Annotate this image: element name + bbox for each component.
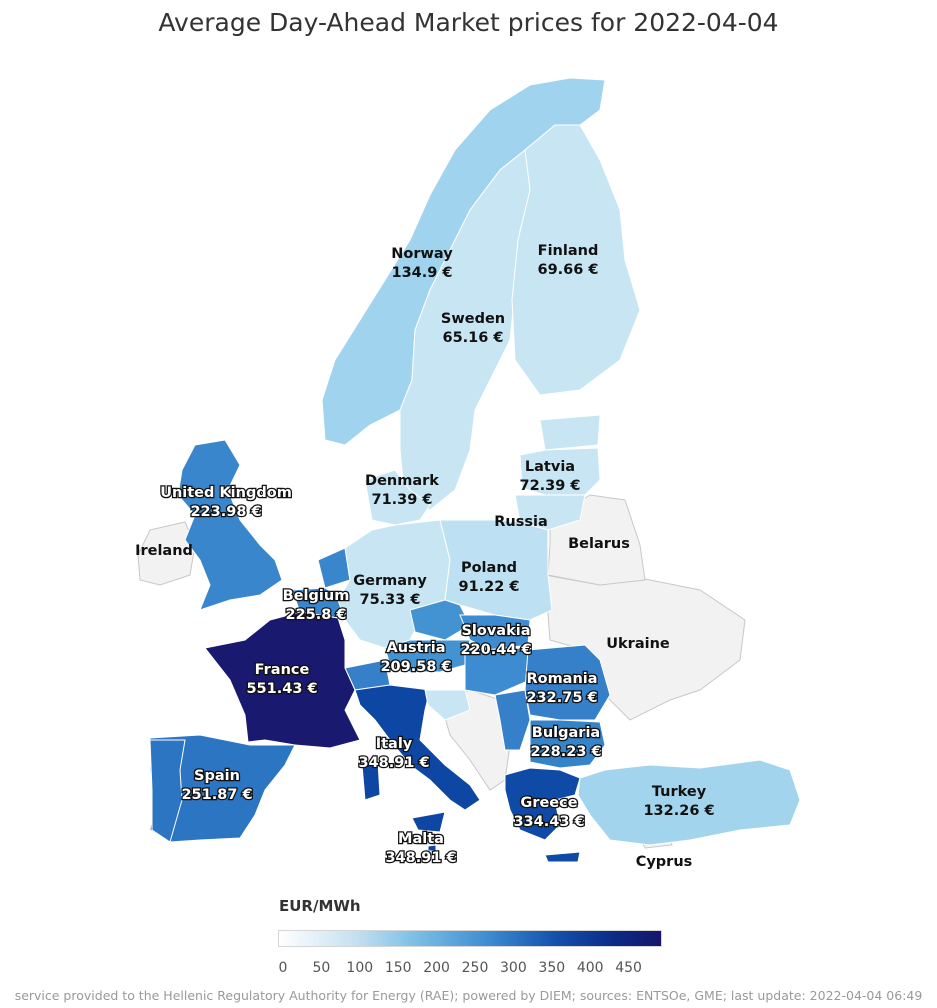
footer-credits: service provided to the Hellenic Regulatory Authority for Energy (RAE); powered by DIEM; sources: ENTSOe, GME; last update: 2022-04-04 06:49: [14, 988, 923, 1003]
country-finland[interactable]: [512, 125, 640, 395]
label-latvia-name: Latvia: [524, 459, 576, 475]
country-united-kingdom[interactable]: [178, 440, 282, 610]
label-norway-name: Norway: [391, 246, 453, 262]
label-malta-name: Malta: [398, 831, 444, 847]
label-germany-name: Germany: [353, 573, 427, 589]
label-turkey-name: Turkey: [651, 784, 707, 800]
legend-tick-300: 300: [500, 960, 527, 976]
country-france[interactable]: [205, 612, 360, 748]
legend-tick-150: 150: [384, 960, 412, 976]
label-finland-name: Finland: [537, 243, 599, 259]
label-finland-price: 69.66 €: [537, 262, 599, 278]
label-cyprus-name: Cyprus: [635, 854, 693, 870]
label-latvia-price: 72.39 €: [519, 478, 581, 494]
legend-tick-0: 0: [278, 960, 288, 976]
label-norway-price: 134.9 €: [391, 265, 453, 281]
label-united-kingdom-price: 223.98 €: [190, 504, 262, 520]
legend-ticks: [278, 960, 662, 980]
label-slovakia-price: 220.44 €: [460, 642, 532, 658]
label-italy-name: Italy: [375, 736, 413, 752]
label-turkey-price: 132.26 €: [643, 803, 715, 819]
label-greece-price: 334.43 €: [513, 814, 585, 830]
country-estonia[interactable]: [540, 415, 600, 450]
legend-tick-100: 100: [346, 960, 374, 976]
country-crete[interactable]: [545, 852, 580, 862]
label-sweden-name: Sweden: [440, 311, 506, 327]
legend-tick-450: 450: [615, 960, 642, 976]
label-romania-name: Romania: [526, 671, 598, 687]
label-germany-price: 75.33 €: [359, 592, 421, 608]
legend-tick-250: 250: [461, 960, 489, 976]
label-russia-name: Russia: [494, 514, 548, 530]
map-title: Average Day-Ahead Market prices for 2022-04-04: [158, 8, 779, 37]
label-sweden-price: 65.16 €: [442, 330, 504, 346]
label-romania-price: 232.75 €: [526, 690, 598, 706]
label-poland-name: Poland: [460, 560, 518, 576]
label-greece-name: Greece: [520, 795, 578, 811]
legend-tick-50: 50: [312, 960, 331, 976]
legend-tick-350: 350: [538, 960, 566, 976]
label-malta-price: 348.91 €: [385, 850, 457, 866]
label-denmark-name: Denmark: [365, 473, 439, 489]
country-sicily[interactable]: [412, 812, 445, 832]
label-poland-price: 91.22 €: [458, 579, 520, 595]
label-denmark-price: 71.39 €: [371, 492, 433, 508]
legend-tick-400: 400: [576, 960, 604, 976]
legend-tick-200: 200: [423, 960, 450, 976]
label-slovakia-name: Slovakia: [461, 623, 531, 639]
label-ireland-name: Ireland: [135, 543, 193, 559]
label-belgium-name: Belgium: [282, 588, 350, 604]
label-austria-name: Austria: [386, 640, 446, 656]
country-netherlands[interactable]: [318, 548, 350, 588]
label-spain-price: 251.87 €: [181, 787, 253, 803]
label-belgium-price: 225.8 €: [285, 607, 347, 623]
label-bulgaria-price: 228.23 €: [530, 744, 602, 760]
legend-unit: EUR/MWh: [279, 897, 361, 915]
label-spain-name: Spain: [194, 768, 240, 784]
label-italy-price: 348.91 €: [358, 755, 430, 771]
label-united-kingdom-name: United Kingdom: [160, 485, 292, 501]
label-ukraine-name: Ukraine: [606, 636, 670, 652]
label-france-name: France: [254, 662, 310, 678]
label-france-price: 551.43 €: [246, 681, 318, 697]
label-bulgaria-name: Bulgaria: [531, 725, 601, 741]
label-austria-price: 209.58 €: [380, 659, 452, 675]
label-belarus-name: Belarus: [568, 536, 630, 552]
legend-color-scale: [278, 930, 662, 947]
